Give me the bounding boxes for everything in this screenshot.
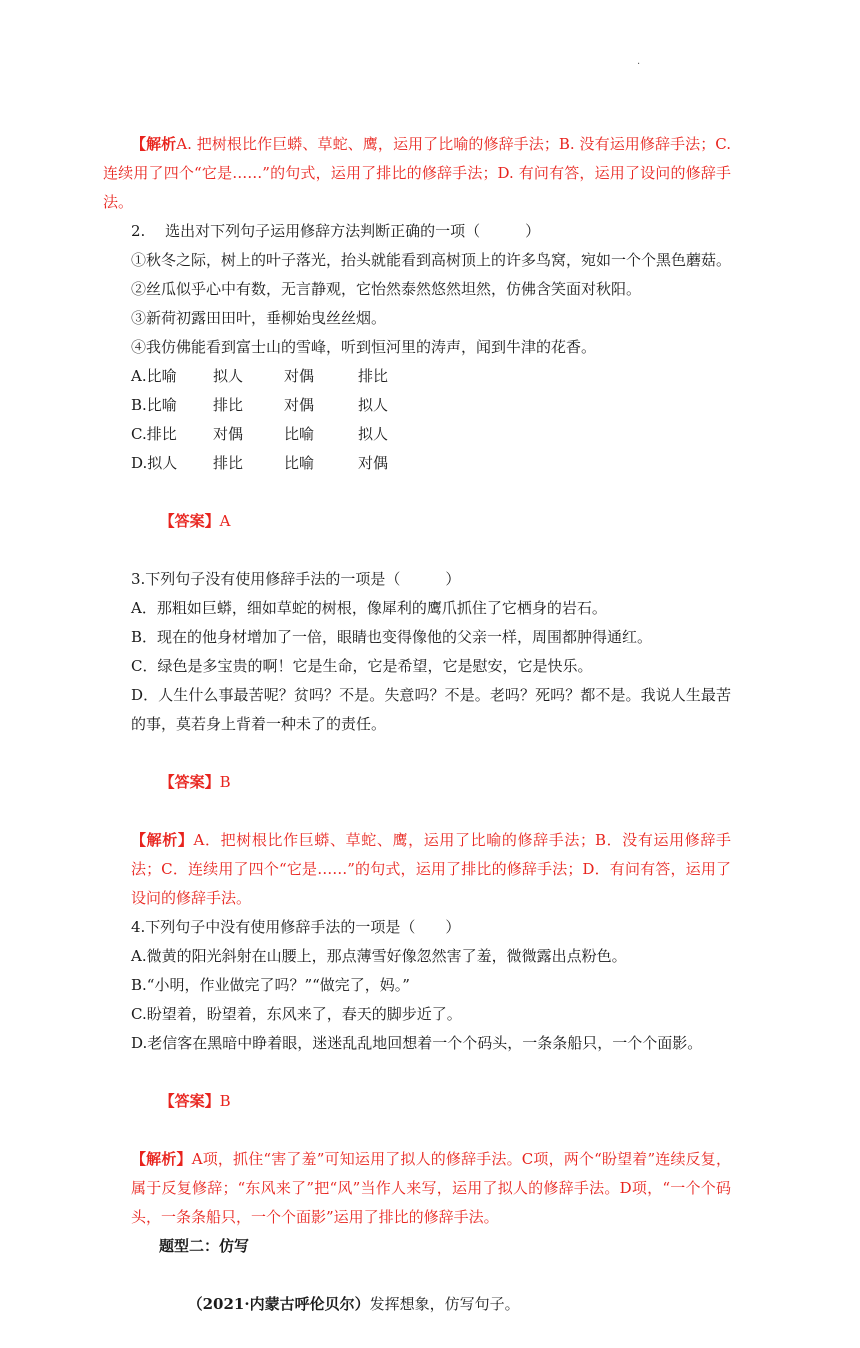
q2-option-d [131, 449, 731, 478]
question-3-stem: 3.下列句子没有使用修辞手法的一项是（ ） [131, 570, 461, 588]
option-cell: 排比 [358, 367, 389, 385]
source-tag: （2021·内蒙古呼伦贝尔） [187, 1295, 370, 1313]
q2-option-c [131, 420, 731, 449]
option-cell: C.排比 [131, 425, 177, 443]
q3-option-a: A．那粗如巨蟒，细如草蛇的树根，像犀利的鹰爪抓住了它栖身的岩石。 [131, 599, 607, 617]
explanation-label: 【解析 [131, 135, 177, 153]
explanation-q1 [103, 130, 731, 217]
q3-option-d: D．人生什么事最苦呢？贫吗？不是。失意吗？不是。老吗？死吗？都不是。我说人生最苦的事，莫若身上背着一种未了的责任。 [131, 686, 731, 733]
option-cell: 排比 [213, 396, 244, 414]
question-2-stem: 2. 选出对下列句子运用修辞方法判断正确的一项（ ） [131, 222, 541, 240]
q4-explanation [131, 1145, 731, 1232]
answer-label: 【答案】 [159, 1092, 220, 1110]
q3-explanation [131, 826, 731, 913]
q2-option-a [131, 362, 731, 391]
q3-answer [131, 739, 731, 826]
section-title: 题型二：仿写 [159, 1237, 250, 1255]
explanation-text: A. 把树根比作巨蟒、草蛇、鹰，运用了比喻的修辞手法；B. 没有运用修辞手法；C. 连续用了四个“它是……”的句式，运用了排比的修辞手法；D. 有问有答，运用了设问的修辞手法。 [103, 135, 731, 211]
explanation-label: 【解析】 [131, 831, 194, 849]
option-cell: 对偶 [213, 425, 244, 443]
q3-option-b: B．现在的他身材增加了一倍，眼睛也变得像他的父亲一样，周围都肿得通红。 [131, 628, 653, 646]
q2-sentence-4: ④我仿佛能看到富士山的雪峰，听到恒河里的涛声，闻到牛津的花香。 [131, 338, 597, 356]
q2-sentence-3: ③新荷初露田田叶，垂柳始曳丝丝烟。 [131, 309, 387, 327]
q4-option-c: C.盼望着，盼望着，东风来了，春天的脚步近了。 [131, 1005, 462, 1023]
option-cell: 比喻 [284, 425, 315, 443]
document-content [103, 130, 732, 1348]
answer-label: 【答案】 [159, 512, 220, 530]
option-cell: 对偶 [358, 454, 389, 472]
option-cell: 拟人 [358, 396, 389, 414]
q4-option-b: B.“小明，作业做完了吗？”“做完了，妈。” [131, 976, 410, 994]
section-source-line [131, 1261, 731, 1348]
explanation-label: 【解析】 [131, 1150, 192, 1168]
q2-sentence-1: ①秋冬之际，树上的叶子落光，抬头就能看到高树顶上的许多鸟窝，宛如一个个黑色蘑菇。 [131, 251, 732, 269]
option-cell: 对偶 [284, 367, 315, 385]
option-cell: 对偶 [284, 396, 315, 414]
option-cell: 拟人 [213, 367, 244, 385]
q2-answer [131, 478, 731, 565]
option-cell: D.拟人 [131, 454, 178, 472]
option-cell: B.比喻 [131, 396, 177, 414]
header-mark: . [637, 56, 641, 67]
answer-label: 【答案】 [159, 773, 220, 791]
option-cell: A.比喻 [131, 367, 177, 385]
q2-sentence-2: ②丝瓜似乎心中有数，无言静观，它怡然泰然悠然坦然，仿佛含笑面对秋阳。 [131, 280, 642, 298]
q4-option-a: A.微黄的阳光斜射在山腰上，那点薄雪好像忽然害了羞，微微露出点粉色。 [131, 947, 627, 965]
explanation-text: A项，抓住“害了羞”可知运用了拟人的修辞手法。C项，两个“盼望着”连续反复，属于反复修辞；“东风来了”把“风”当作人来写，运用了拟人的修辞手法。D项，“一个个码头，一条条船只，一个个面影”运用了排比的修辞手法。 [131, 1150, 731, 1226]
answer-value: B [219, 1092, 231, 1110]
q4-answer [131, 1058, 731, 1145]
answer-value: B [219, 773, 231, 791]
q3-option-c: C．绿色是多宝贵的啊！它是生命，它是希望，它是慰安，它是快乐。 [131, 657, 593, 675]
question-4-stem: 4.下列句子中没有使用修辞手法的一项是（ ） [131, 918, 461, 936]
option-cell: 拟人 [358, 425, 389, 443]
answer-value: A [219, 512, 231, 530]
option-cell: 比喻 [284, 454, 315, 472]
option-cell: 排比 [213, 454, 244, 472]
q4-option-d: D.老信客在黑暗中睁着眼，迷迷乱乱地回想着一个个码头，一条条船只，一个个面影。 [131, 1034, 703, 1052]
explanation-text: A．把树根比作巨蟒、草蛇、鹰，运用了比喻的修辞手法；B．没有运用修辞手法；C．连续用了四个“它是……”的句式，运用了排比的修辞手法；D．有问有答，运用了设问的修辞手法。 [131, 831, 731, 907]
q2-option-b [131, 391, 731, 420]
section-instruction: 发挥想象，仿写句子。 [369, 1295, 520, 1313]
